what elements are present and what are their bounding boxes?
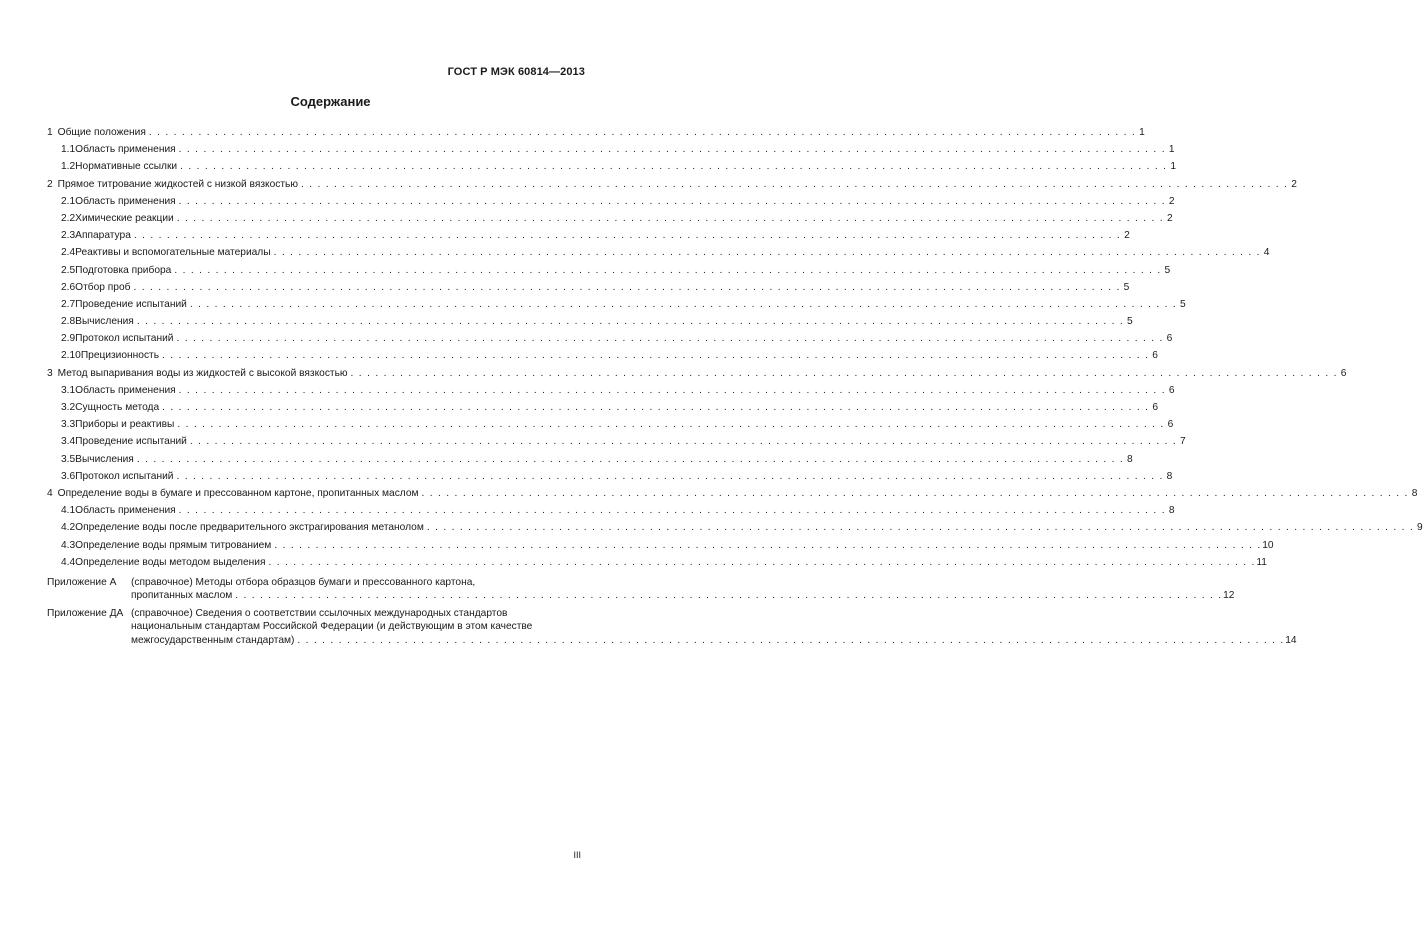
dot-leader — [190, 435, 1176, 449]
toc-entry-number: 2.10 — [61, 350, 81, 362]
toc-appendix[interactable] — [47, 607, 1297, 649]
toc-entry-number: 1 — [47, 127, 53, 138]
toc-title: Содержание — [290, 94, 371, 109]
toc-entry-text: Протокол испытаний — [75, 470, 174, 482]
toc-entry-page: 11 — [1256, 556, 1267, 568]
dot-leader — [174, 264, 1160, 278]
toc-entry-text: Область применения — [75, 505, 176, 517]
appendix-label: Приложение А — [47, 576, 117, 588]
toc-entry-text: Реактивы и вспомогательные материалы — [75, 247, 271, 259]
toc-entry[interactable] — [47, 126, 1145, 143]
toc-entry-page: 9 — [1417, 522, 1423, 534]
toc-entry-page: 6 — [1168, 384, 1175, 396]
dot-leader — [301, 178, 1287, 192]
toc-entry[interactable] — [47, 418, 1174, 435]
appendix-title-line: межгосударственным стандартам) — [131, 634, 295, 646]
toc-entry-number: 4.2 — [61, 522, 76, 534]
toc-entry-page: 6 — [1152, 402, 1159, 413]
toc-entry[interactable] — [47, 246, 1270, 263]
toc-entry-page: 12 — [1223, 590, 1235, 602]
toc-appendix[interactable] — [47, 576, 1235, 604]
toc-entry-page: 2 — [1124, 230, 1130, 242]
toc-entry[interactable] — [47, 384, 1175, 401]
table-of-contents — [47, 126, 1423, 649]
toc-entry-text: Определение воды прямым титрованием — [75, 539, 272, 551]
toc-entry-number: 2 — [47, 178, 53, 190]
toc-entry-page: 5 — [1123, 281, 1130, 293]
toc-entry-text: Общие положения — [57, 127, 146, 138]
toc-entry-text: Аппаратура — [75, 230, 131, 242]
toc-entry-page: 4 — [1263, 247, 1270, 259]
toc-entry[interactable] — [47, 212, 1173, 229]
dot-leader — [137, 315, 1123, 329]
dot-leader — [235, 589, 1221, 603]
toc-entry-text: Проведение испытаний — [75, 436, 187, 448]
dot-leader — [177, 212, 1163, 226]
toc-entry-text: Область применения — [75, 384, 176, 396]
toc-entry-number: 3.3 — [61, 419, 76, 431]
toc-entry[interactable] — [47, 298, 1186, 315]
toc-entry-number: 3.5 — [61, 453, 76, 465]
dot-leader — [422, 487, 1408, 501]
toc-entry[interactable] — [47, 539, 1274, 556]
toc-entry-text: Нормативные ссылки — [75, 161, 178, 173]
dot-leader — [179, 384, 1165, 398]
dot-leader — [297, 634, 1283, 648]
toc-entry-page: 2 — [1166, 212, 1173, 224]
dot-leader — [179, 195, 1165, 209]
toc-entry-number: 3.4 — [61, 436, 76, 448]
toc-entry[interactable] — [47, 143, 1175, 160]
appendix-title-line: (справочное) Методы отбора образцов бумаги и прессованного картона, — [131, 576, 476, 588]
toc-entry-text: Прямое титрование жидкостей с низкой вязкостью — [57, 178, 298, 190]
toc-entry-text: Подготовка прибора — [75, 264, 172, 276]
toc-entry[interactable] — [47, 160, 1176, 177]
toc-entry[interactable] — [47, 178, 1297, 195]
toc-entry-page: 2 — [1168, 195, 1175, 207]
toc-entry-page: 8 — [1411, 487, 1418, 499]
appendix-label: Приложение ДА — [47, 607, 124, 619]
toc-entry[interactable] — [47, 401, 1159, 418]
toc-entry-text: Область применения — [75, 195, 176, 207]
toc-entry-number: 2.5 — [61, 264, 76, 276]
dot-leader — [133, 281, 1119, 295]
toc-entry[interactable] — [47, 367, 1347, 384]
document-code: ГОСТ Р МЭК 60814—2013 — [447, 66, 585, 78]
dot-leader — [162, 349, 1148, 363]
toc-entry-page: 1 — [1170, 161, 1176, 173]
toc-entry[interactable] — [47, 332, 1173, 349]
toc-entry-page: 10 — [1262, 539, 1274, 551]
toc-entry-page: 14 — [1285, 634, 1297, 646]
toc-entry-page: 8 — [1168, 505, 1175, 517]
appendix-title-line: национальным стандартам Российской Федерации (и действующим в этом качестве — [131, 621, 533, 633]
toc-entry-text: Химические реакции — [75, 212, 174, 224]
toc-entry[interactable] — [47, 504, 1175, 521]
toc-entry-page: 1 — [1168, 144, 1175, 156]
toc-entry[interactable] — [47, 281, 1130, 298]
toc-entry-page: 1 — [1139, 127, 1145, 138]
toc-entry[interactable] — [47, 435, 1186, 452]
toc-entry-text: Определение воды после предварительного экстрагирования метанолом — [75, 522, 424, 534]
appendix-title-line: пропитанных маслом — [131, 590, 233, 602]
dot-leader — [351, 367, 1337, 381]
toc-entry-number: 3.1 — [61, 384, 76, 396]
toc-entry[interactable] — [47, 229, 1130, 246]
toc-entry-text: Вычисления — [75, 453, 134, 465]
page-number: III — [573, 850, 581, 860]
toc-entry-text: Отбор проб — [75, 281, 131, 293]
dot-leader — [176, 470, 1162, 484]
toc-entry-number: 3 — [47, 367, 53, 379]
toc-entry-page: 6 — [1166, 333, 1173, 345]
toc-entry-page: 5 — [1164, 264, 1171, 276]
toc-entry-number: 3.6 — [61, 470, 76, 482]
toc-entry-page: 8 — [1127, 453, 1133, 465]
toc-entry-text: Прецизионность — [80, 350, 160, 362]
toc-entry-number: 2.4 — [61, 247, 76, 259]
toc-entry-number: 1.2 — [61, 161, 76, 173]
toc-entry-number: 4.3 — [61, 539, 76, 551]
toc-entry[interactable] — [47, 470, 1173, 487]
dot-leader — [190, 298, 1176, 312]
toc-entry-text: Метод выпаривания воды из жидкостей с высокой вязкостью — [57, 367, 348, 379]
toc-entry-number: 4 — [47, 487, 53, 499]
toc-entry-text: Определение воды методом выделения — [75, 556, 266, 568]
dot-leader — [179, 504, 1165, 518]
toc-entry-page: 7 — [1180, 436, 1186, 448]
toc-entry-text: Протокол испытаний — [75, 333, 174, 345]
toc-entry[interactable] — [47, 315, 1133, 332]
appendix-title-line: (справочное) Сведения о соответствии ссылочных международных стандартов — [131, 607, 508, 619]
toc-entry-number: 2.2 — [61, 212, 76, 224]
toc-entry-number: 2.9 — [61, 333, 76, 345]
toc-entry-number: 4.4 — [61, 556, 76, 568]
toc-entry-number: 2.6 — [61, 281, 76, 293]
toc-entry[interactable] — [47, 521, 1423, 538]
dot-leader — [179, 143, 1165, 157]
toc-entry[interactable] — [47, 556, 1267, 573]
toc-entry-number: 2.1 — [61, 195, 76, 207]
toc-entry-number: 2.7 — [61, 298, 76, 310]
toc-entry-page: 6 — [1167, 419, 1174, 431]
toc-entry-page: 8 — [1166, 470, 1173, 482]
toc-entry-text: Вычисления — [75, 316, 134, 328]
toc-entry-page: 2 — [1291, 178, 1297, 190]
dot-leader — [268, 556, 1254, 570]
toc-entry-number: 2.8 — [61, 316, 76, 328]
dot-leader — [274, 539, 1260, 553]
toc-entry-text: Определение воды в бумаге и прессованном картоне, пропитанных маслом — [57, 487, 419, 499]
dot-leader — [162, 401, 1148, 415]
dot-leader — [427, 521, 1413, 535]
toc-entry-number: 4.1 — [61, 505, 76, 517]
dot-leader — [176, 332, 1162, 346]
dot-leader — [180, 160, 1166, 174]
toc-entry-text: Приборы и реактивы — [75, 419, 175, 431]
toc-entry[interactable] — [47, 195, 1175, 212]
toc-entry-text: Область применения — [75, 144, 176, 156]
dot-leader — [149, 126, 1135, 140]
toc-entry[interactable] — [47, 487, 1418, 504]
toc-entry-page: 5 — [1180, 298, 1186, 310]
toc-entry[interactable] — [47, 264, 1171, 281]
dot-leader — [274, 246, 1260, 260]
toc-entry[interactable] — [47, 453, 1133, 470]
dot-leader — [137, 453, 1123, 467]
dot-leader — [177, 418, 1163, 432]
toc-entry-page: 6 — [1152, 350, 1158, 362]
toc-entry-number: 2.3 — [61, 230, 76, 242]
toc-entry-text: Сущность метода — [75, 402, 160, 413]
dot-leader — [134, 229, 1120, 243]
toc-entry-page: 5 — [1127, 316, 1133, 328]
toc-entry-text: Проведение испытаний — [75, 298, 187, 310]
toc-entry-number: 1.1 — [61, 144, 76, 156]
toc-entry-number: 3.2 — [61, 402, 76, 413]
toc-entry[interactable] — [47, 349, 1158, 366]
toc-entry-page: 6 — [1340, 367, 1347, 379]
